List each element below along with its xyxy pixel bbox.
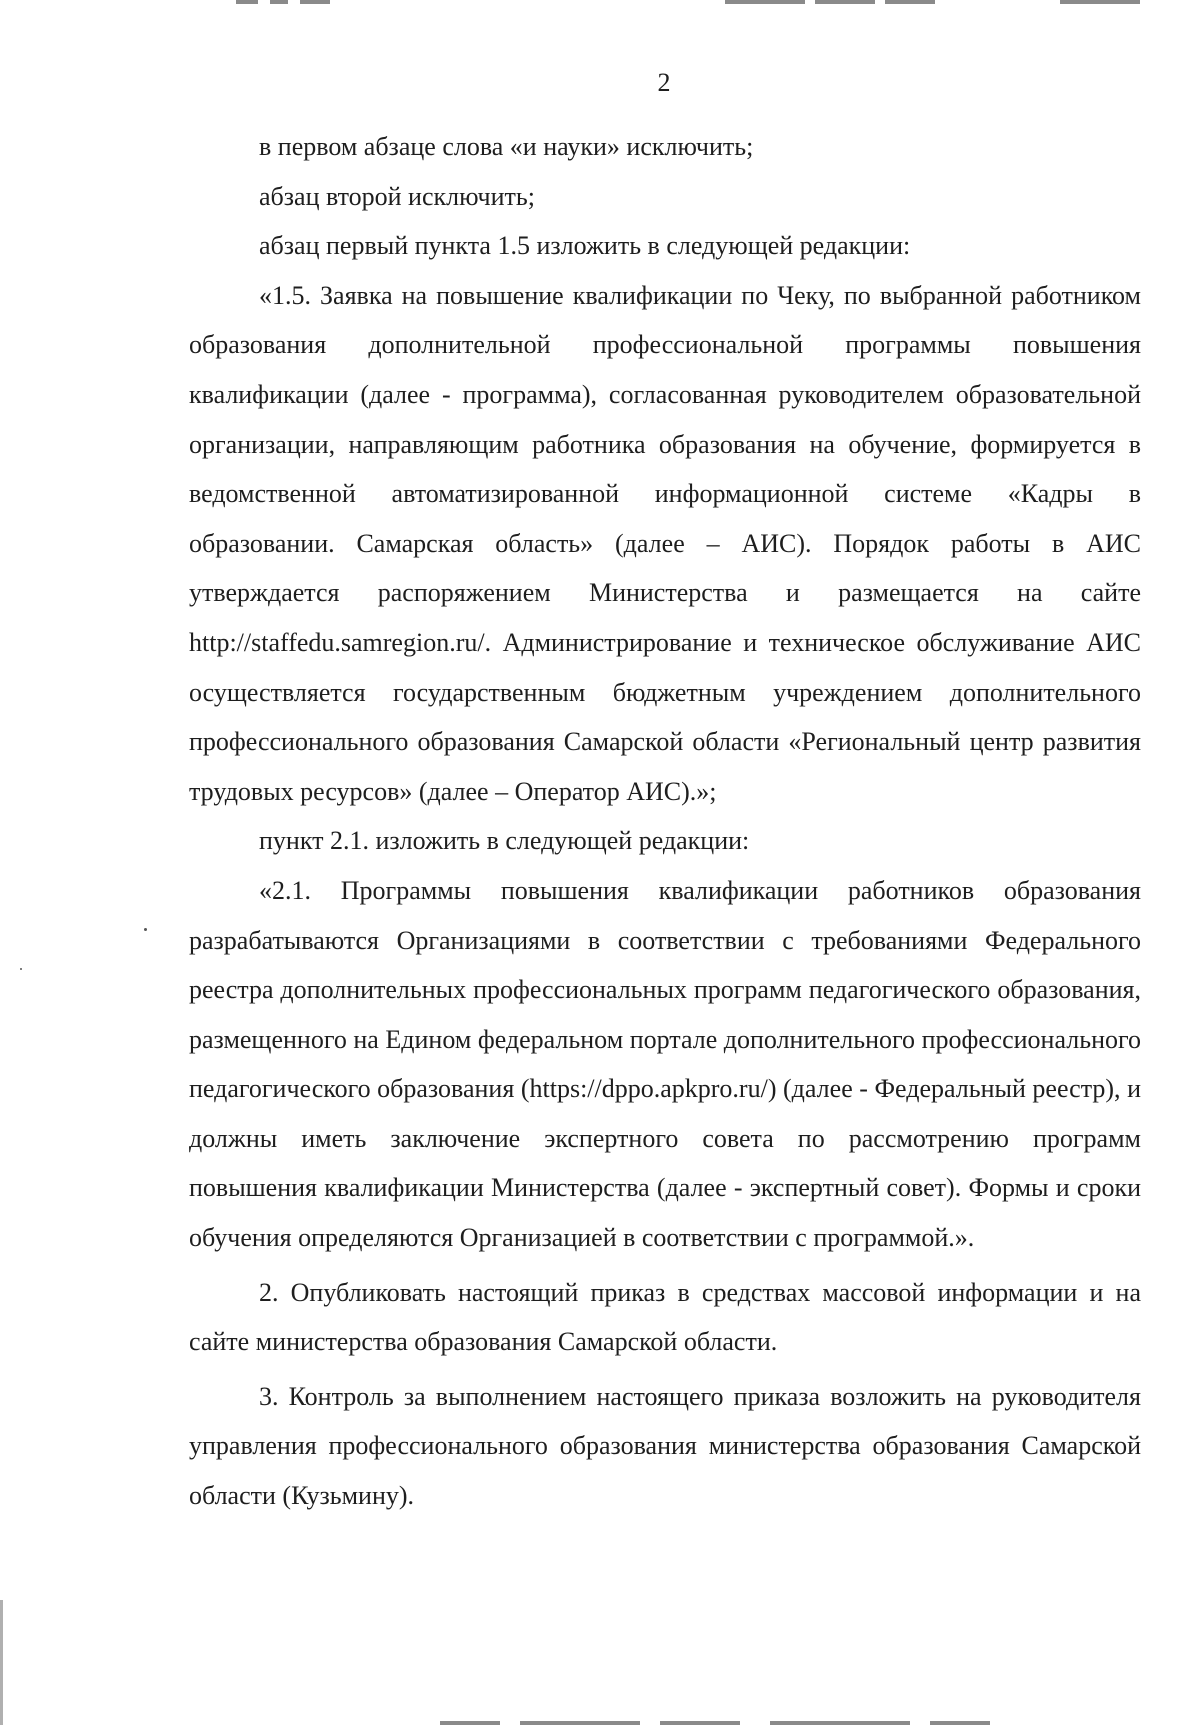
scan-speck [20, 968, 22, 970]
scan-artifact-left [0, 1600, 3, 1725]
document-body [189, 122, 1141, 1521]
paragraph: абзац первый пункта 1.5 изложить в следующей редакции: [259, 231, 911, 261]
paragraph: «1.5. Заявка на повышение квалификации по Чеку, по выбранной работником образования дополнительной профессиональной программы повышения квалификации (далее - программа), согласованная руководителем образовательной организации, направляющим работника образования на обучение, формируется в ведомственной автоматизированной информационной системе «Кадры в образовании. Самарская область» (далее – АИС). Порядок работы в АИС утверждается распоряжением Министерства и размещается на сайте http://staffedu.samregion.ru/. Администрирование и техническое обслуживание АИС осуществляется государственным бюджетным учреждением дополнительного профессионального образования Самарской области «Региональный центр развития трудовых ресурсов» (далее – Оператор АИС).»; [189, 280, 1141, 806]
paragraph: пункт 2.1. изложить в следующей редакции: [259, 826, 750, 856]
scan-artifact-bottom [0, 1717, 1200, 1725]
paragraph: 3. Контроль за выполнением настоящего приказа возложить на руководителя управления профессионального образования министерства образования Самарской области (Кузьмину). [189, 1381, 1141, 1511]
paragraph: «2.1. Программы повышения квалификации работников образования разрабатываются Организациями в соответствии с требованиями Федерального реестра дополнительных профессиональных программ педагогического образования, размещенного на Едином федеральном портале дополнительного профессионального педагогического образования (https://dppo.apkpro.ru/) (далее - Федеральный реестр), и должны иметь заключение экспертного совета по рассмотрению программ повышения квалификации Министерства (далее - экспертный совет). Формы и сроки обучения определяются Организацией в соответствии с программой.». [189, 875, 1141, 1253]
page-number: 2 [657, 68, 671, 97]
paragraph: в первом абзаце слова «и науки» исключить; [259, 132, 754, 161]
paragraph: 2. Опубликовать настоящий приказ в средствах массовой информации и на сайте министерства образования Самарской области. [189, 1277, 1141, 1357]
scan-artifact-top [0, 0, 1200, 10]
paragraph: абзац второй исключить; [259, 181, 535, 211]
scan-speck [144, 928, 147, 931]
